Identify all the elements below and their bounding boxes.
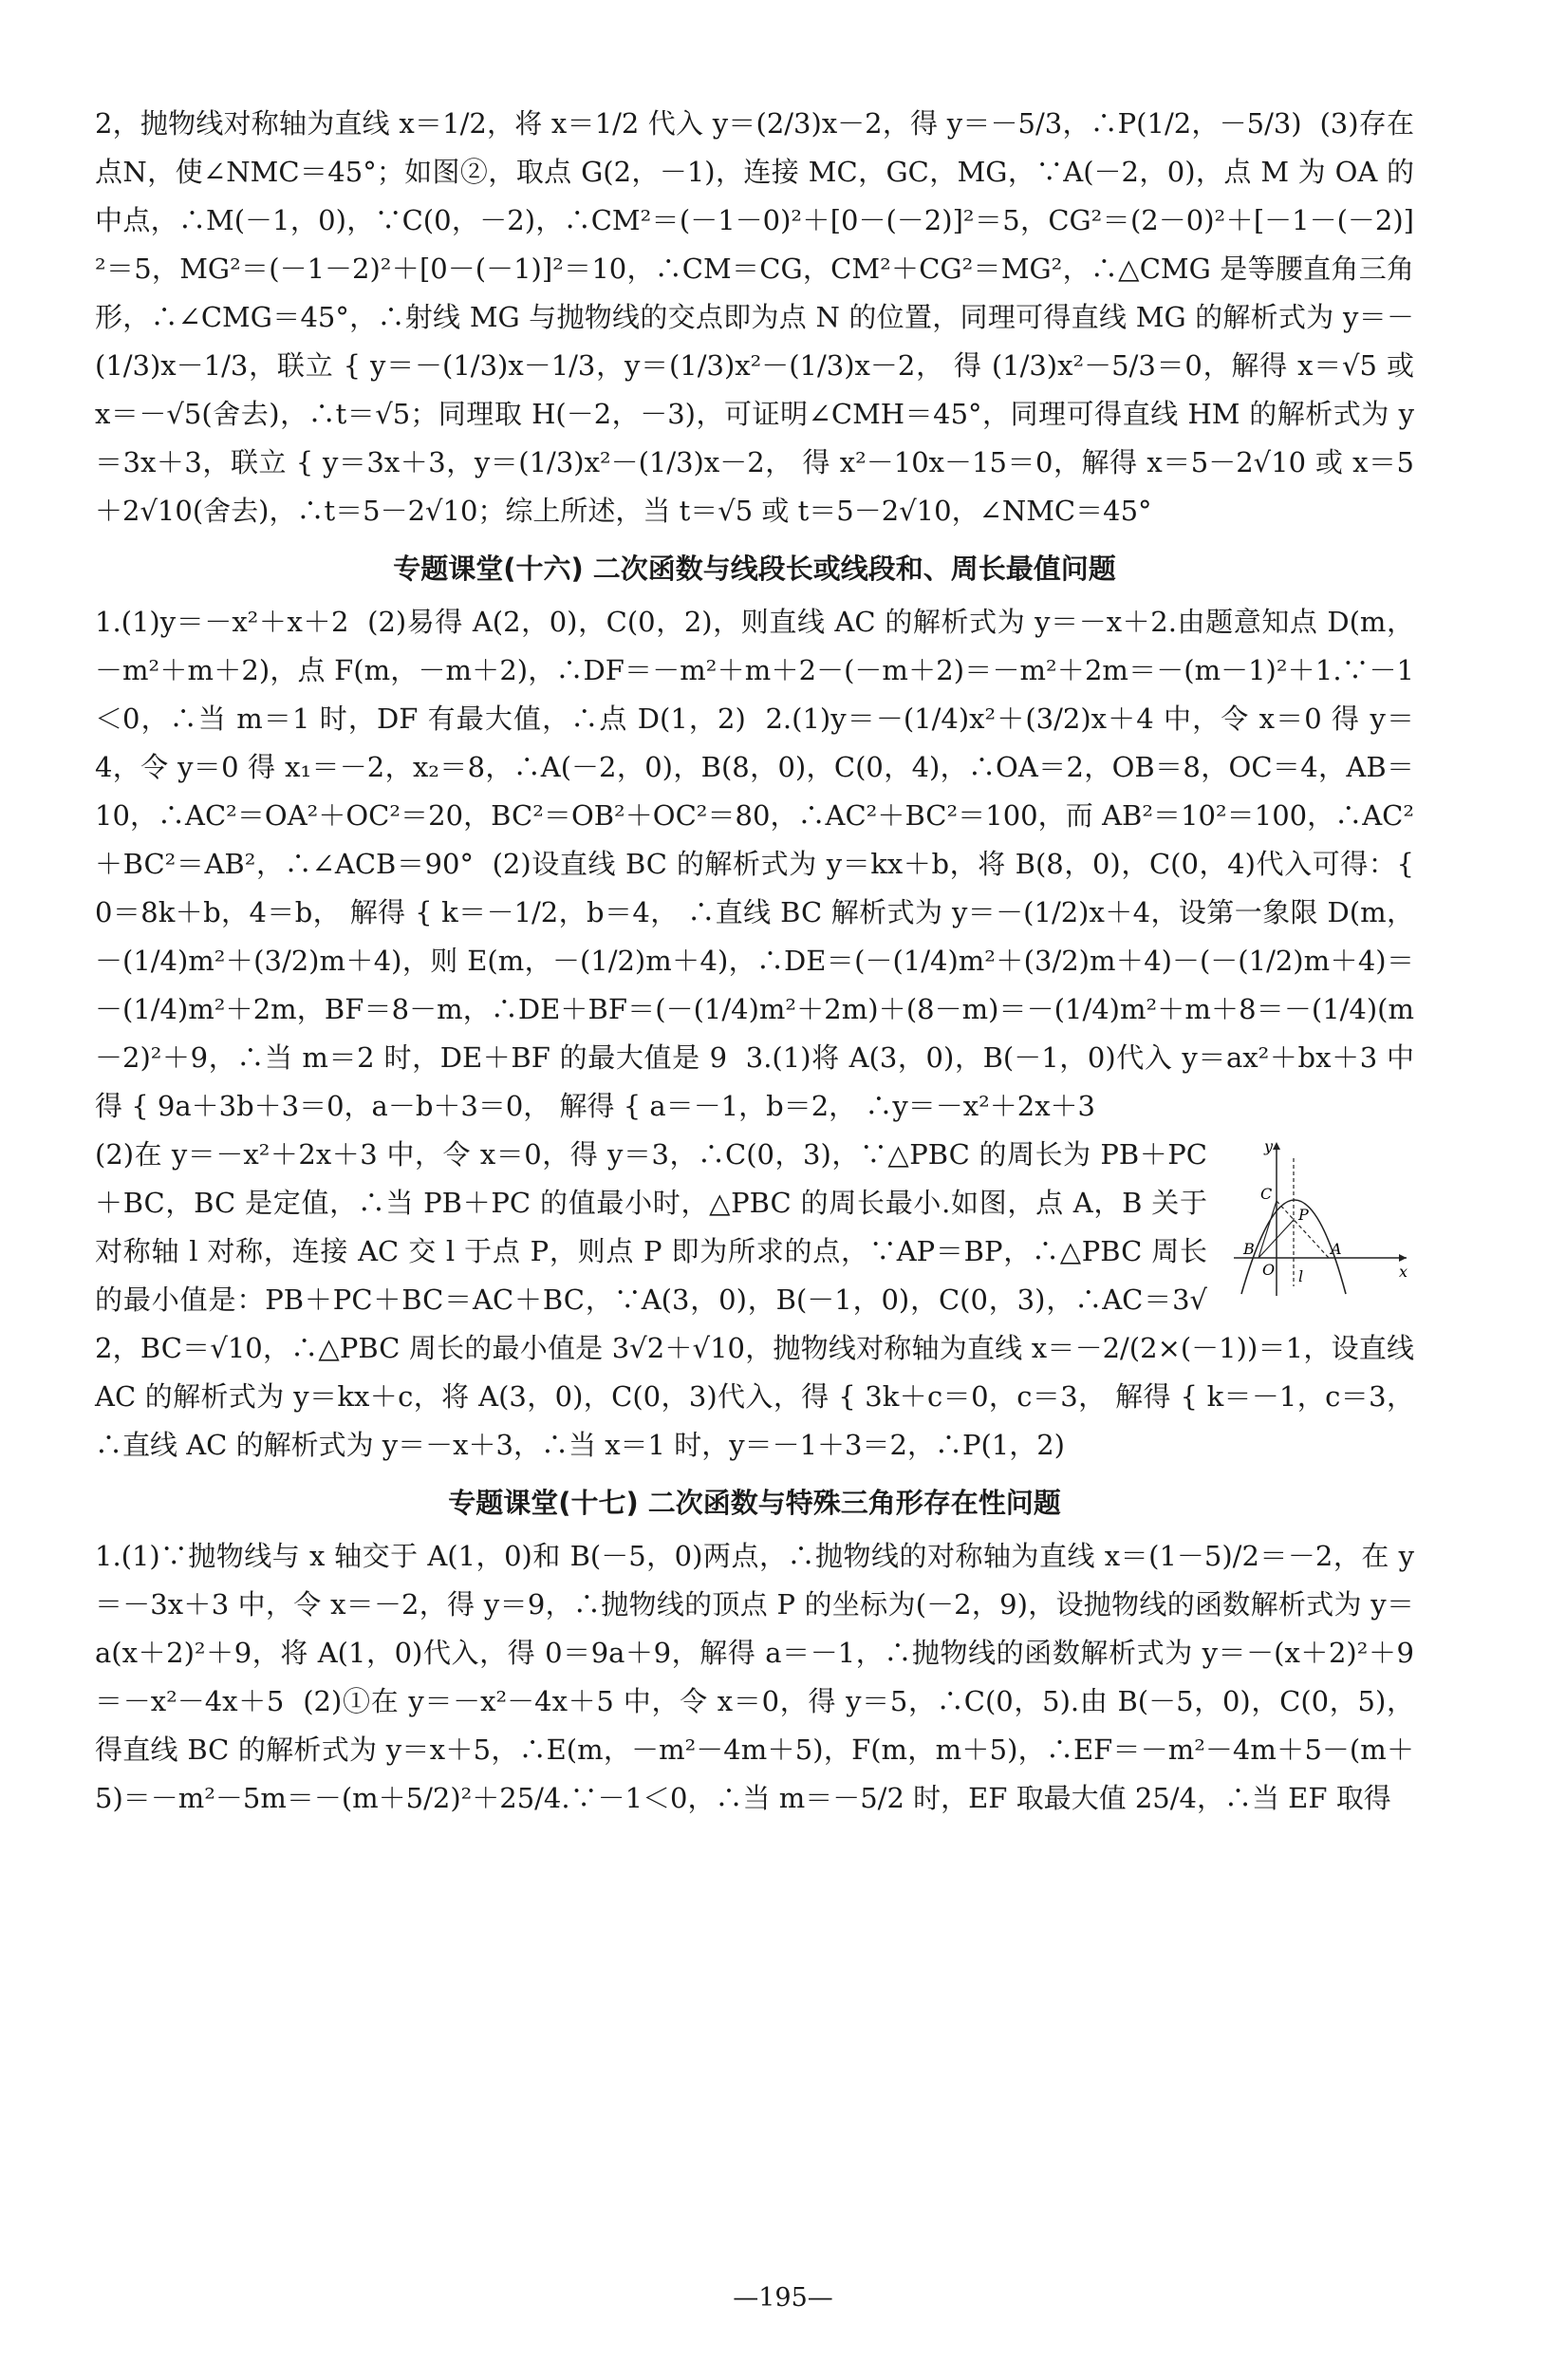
label-b: B (1243, 1240, 1255, 1258)
paragraph-problem-3-part-2: (2)在 y＝－x²＋2x＋3 中，令 x＝0，得 y＝3，∴C(0，3)，∵△PBC 的周长为 PB＋PC＋BC，BC 是定值，∴当 PB＋PC 的值最小时，△PBC 的周长最小.如图，点 A，B 关于对称轴 l 对称，连接 AC 交 l 于点 P，则点 P 即为所求的点，∵AP＝BP，∴△PBC 周长的最小值是：PB＋PC＋BC＝AC＋BC，∵A(3，0)，B(－1，0)，C(0，3)，∴AC＝3√2，BC＝√10，∴△PBC 周长的最小值是 3√2＋√10，抛物线对称轴为直线 x＝－2/(2×(－1))＝1，设直线 AC 的解析式为 y＝kx＋c，将 A(3，0)，C(0，3)代入，得 { 3k＋c＝0，c＝3， 解得 { k＝－1，c＝3， ∴直线 AC 的解析式为 y＝－x＋3，∴当 x＝1 时，y＝－1＋3＝2，∴P(1，2) (95, 1138, 1424, 1461)
paragraph-with-figure (95, 1131, 1424, 1470)
content (95, 100, 1424, 1823)
label-x: x (1399, 1263, 1408, 1281)
line-bc (1258, 1201, 1277, 1258)
paragraph-section-17: 1.(1)∵抛物线与 x 轴交于 A(1，0)和 B(－5，0)两点，∴抛物线的对称轴为直线 x＝(1－5)/2＝－2，在 y＝－3x＋3 中，令 x＝－2，得 y＝9，∴抛物线的顶点 P 的坐标为(－2，9)，设抛物线的函数解析式为 y＝a(x＋2)²＋9，将 A(1，0)代入，得 0＝9a＋9，解得 a＝－1，∴抛物线的函数解析式为 y＝－(x＋2)²＋9＝－x²－4x＋5 (2)①在 y＝－x²－4x＋5 中，令 x＝0，得 y＝5，∴C(0，5).由 B(－5，0)，C(0，5)，得直线 BC 的解析式为 y＝x＋5，∴E(m，－m²－4m＋5)，F(m，m＋5)，∴EF＝－m²－4m＋5－(m＋5)＝－m²－5m＝－(m＋5/2)²＋25/4.∵－1＜0，∴当 m＝－5/2 时，EF 取最大值 25/4，∴当 EF 取得 (95, 1540, 1414, 1814)
paragraph-continuation: 2，抛物线对称轴为直线 x＝1/2，将 x＝1/2 代入 y＝(2/3)x－2，得 y＝－5/3，∴P(1/2，－5/3) (3)存在点N，使∠NMC＝45°；如图②，取点 G(2，－1)，连接 MC，GC，MG，∵A(－2，0)，点 M 为 OA 的中点，∴M(－1，0)，∵C(0，－2)，∴CM²＝(－1－0)²＋[0－(－2)]²＝5，CG²＝(2－0)²＋[－1－(－2)]²＝5，MG²＝(－1－2)²＋[0－(－1)]²＝10，∴CM＝CG，CM²＋CG²＝MG²，∴△CMG 是等腰直角三角形，∴∠CMG＝45°，∴射线 MG 与抛物线的交点即为点 N 的位置，同理可得直线 MG 的解析式为 y＝－(1/3)x－1/3，联立 { y＝－(1/3)x－1/3，y＝(1/3)x²－(1/3)x－2， 得 (1/3)x²－5/3＝0，解得 x＝√5 或 x＝－√5(舍去)，∴t＝√5；同理取 H(－2，－3)，可证明∠CMH＝45°，同理可得直线 HM 的解析式为 y＝3x＋3，联立 { y＝3x＋3，y＝(1/3)x²－(1/3)x－2， 得 x²－10x－15＝0，解得 x＝5－2√10 或 x＝5＋2√10(舍去)，∴t＝5－2√10；综上所述，当 t＝√5 或 t＝5－2√10，∠NMC＝45° (95, 107, 1424, 527)
x-axis-arrow (1399, 1254, 1407, 1262)
parabola-figure (1224, 1134, 1414, 1301)
section-heading-16: 专题课堂(十六) 二次函数与线段长或线段和、周长最值问题 (393, 553, 1116, 585)
paragraph-section-16: 1.(1)y＝－x²＋x＋2 (2)易得 A(2，0)，C(0，2)，则直线 AC 的解析式为 y＝－x＋2.由题意知点 D(m，－m²＋m＋2)，点 F(m，－m＋2)，∴DF＝－m²＋m＋2－(－m＋2)＝－m²＋2m＝－(m－1)²＋1.∵－1＜0，∴当 m＝1 时，DF 有最大值，∴点 D(1，2) 2.(1)y＝－(1/4)x²＋(3/2)x＋4 中，令 x＝0 得 y＝4，令 y＝0 得 x₁＝－2，x₂＝8，∴A(－2，0)，B(8，0)，C(0，4)，∴OA＝2，OB＝8，OC＝4，AB＝10，∴AC²＝OA²＋OC²＝20，BC²＝OB²＋OC²＝80，∴AC²＋BC²＝100，而 AB²＝10²＝100，∴AC²＋BC²＝AB²，∴∠ACB＝90° (2)设直线 BC 的解析式为 y＝kx＋b，将 B(8，0)，C(0，4)代入可得：{ 0＝8k＋b，4＝b， 解得 { k＝－1/2，b＝4， ∴直线 BC 解析式为 y＝－(1/2)x＋4，设第一象限 D(m，－(1/4)m²＋(3/2)m＋4)，则 E(m，－(1/2)m＋4)，∴DE＝(－(1/4)m²＋(3/2)m＋4)－(－(1/2)m＋4)＝－(1/4)m²＋2m，BF＝8－m，∴DE＋BF＝(－(1/4)m²＋2m)＋(8－m)＝－(1/4)m²＋m＋8＝－(1/4)(m－2)²＋9，∴当 m＝2 时，DE＋BF 的最大值是 9 3.(1)将 A(3，0)，B(－1，0)代入 y＝ax²＋bx＋3 中得 { 9a＋3b＋3＝0，a－b＋3＝0， 解得 { a＝－1，b＝2， ∴y＝－x²＋2x＋3 (95, 606, 1424, 1122)
page-number: —195— (733, 2283, 833, 2313)
section-heading-17: 专题课堂(十七) 二次函数与特殊三角形存在性问题 (448, 1487, 1061, 1519)
label-p: P (1298, 1206, 1309, 1224)
label-y: y (1264, 1137, 1274, 1155)
label-c: C (1260, 1185, 1273, 1203)
label-l: l (1298, 1267, 1304, 1285)
label-o: O (1262, 1261, 1276, 1279)
y-axis-arrow (1273, 1142, 1280, 1150)
label-a: A (1331, 1240, 1342, 1258)
